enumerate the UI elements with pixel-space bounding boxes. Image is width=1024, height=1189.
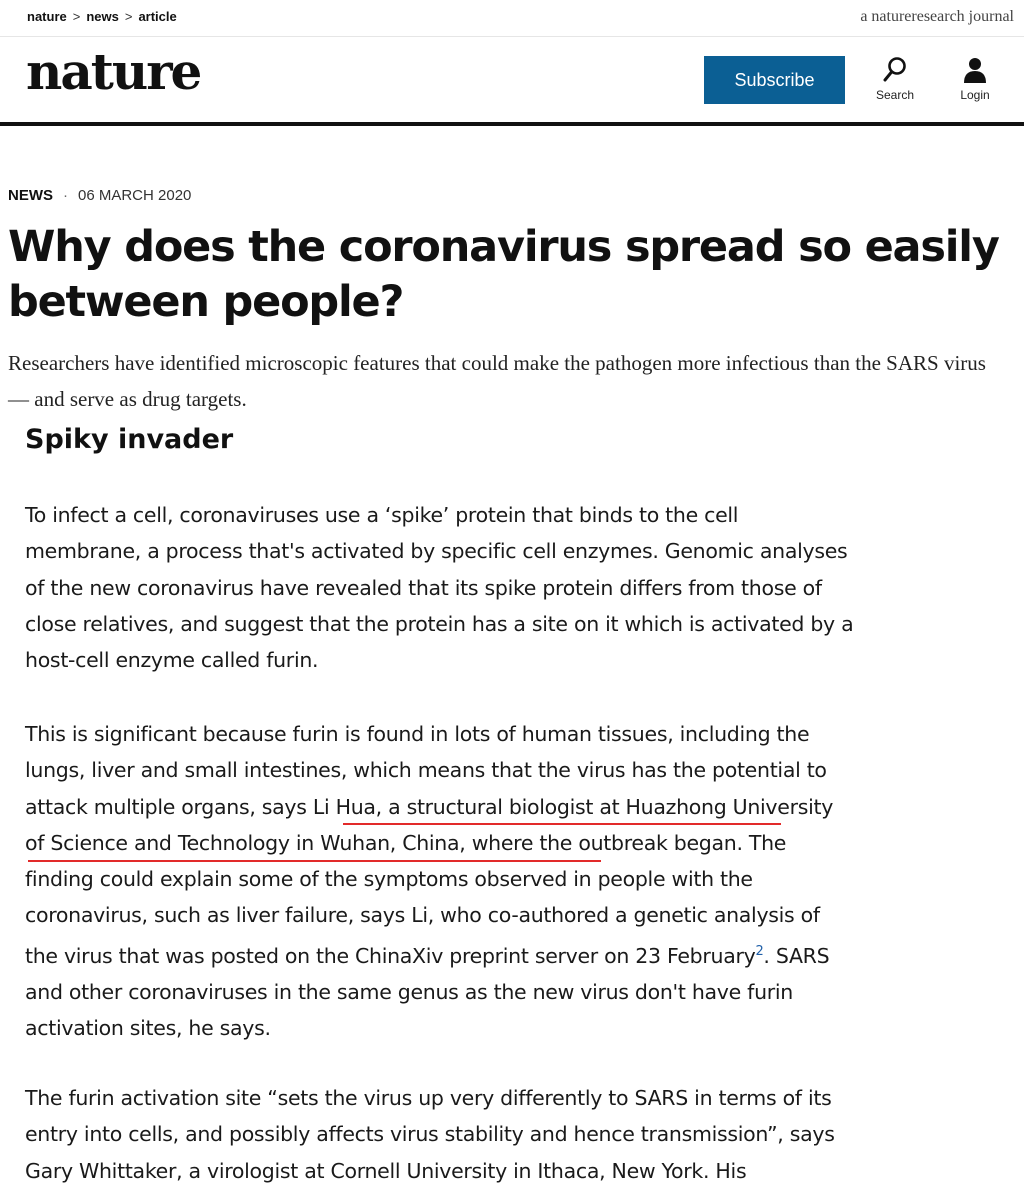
user-icon [962, 56, 988, 84]
research-journal-tag: a natureresearch journal [860, 8, 1014, 25]
search-label: Search [875, 88, 915, 102]
article-type: NEWS [8, 187, 53, 204]
reference-link[interactable]: 2 [755, 943, 764, 959]
article-meta [8, 187, 191, 204]
article-standfirst: Researchers have identified microscopic features that could make the pathogen more infectious than the SARS virus — and serve as drug targets. [8, 351, 986, 411]
meta-separator: · [63, 187, 68, 204]
section-heading: Spiky invader [25, 424, 234, 455]
article-paragraph: To infect a cell, coronaviruses use a ‘spike’ protein that binds to the cell membrane, a process that's activated by specific cell enzymes. Genomic analyses of the new coronavirus have revealed that its spike protein differs from those of close relatives, and suggest that the protein has a site on it which is activated by a host-cell enzyme called furin. [25, 503, 854, 673]
breadcrumb [27, 9, 177, 24]
breadcrumb-nature[interactable]: nature [27, 9, 67, 24]
site-header [0, 36, 1024, 126]
article-date: 06 MARCH 2020 [78, 187, 192, 204]
breadcrumb-news[interactable]: news [86, 9, 119, 24]
annotation-underline [343, 823, 781, 825]
breadcrumb-article[interactable]: article [138, 9, 177, 24]
login-button[interactable] [945, 56, 1005, 102]
search-button[interactable] [865, 56, 925, 102]
paragraph-text: . SARS and other coronaviruses in the same genus as the new virus don't have furin activation sites, he says. [25, 943, 830, 1041]
article-paragraph: The furin activation site “sets the virus up very differently to SARS in terms of its entry into cells, and possibly affects virus stability and hence transmission”, says Gary Whittaker, a virologist at Cornell University in Ithaca, New York. His [25, 1086, 835, 1183]
annotation-underline [28, 860, 601, 862]
paragraph-text: This is significant because furin is found in lots of human tissues, including the lungs, liver and small intestines, which means that the virus has the potential to attack multiple organs, says Li Hua, a structural biologist at Huazhong University of Science and Technology in Wuhan, China, where the outbreak began. The finding could explain some of the symptoms observed in people with the coronavirus, such as liver failure, says Li, who co-authored a genetic analysis of the virus that was posted on the ChinaXiv preprint server on 23 February [25, 722, 834, 968]
breadcrumb-separator: > [124, 9, 133, 24]
search-icon [882, 56, 908, 84]
top-bar [0, 0, 1024, 37]
article-paragraph [25, 716, 855, 1047]
breadcrumb-separator: > [72, 9, 81, 24]
login-label: Login [960, 88, 990, 102]
nature-logo[interactable]: nature [26, 42, 201, 101]
subscribe-button[interactable]: Subscribe [704, 56, 845, 104]
article-title: Why does the coronavirus spread so easily between people? [8, 222, 999, 327]
